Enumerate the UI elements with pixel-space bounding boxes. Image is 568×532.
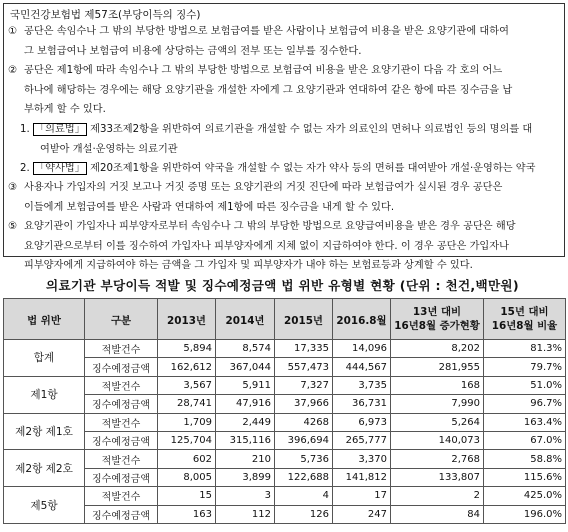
value-cell: 14,096 xyxy=(333,340,391,358)
value-cell: 3,370 xyxy=(333,450,391,468)
table-title: 의료기관 부당이득 적발 및 징수예정금액 법 위반 유형별 현황 (단위 : 천건,백만원) xyxy=(46,278,519,293)
table-row xyxy=(4,340,566,358)
subitem-1-quote: 「의료법」 xyxy=(34,124,85,135)
paragraph-3-line-2: 이들에게 보험급여를 받은 사람과 연대하여 제1항에 따른 징수금을 내게 할 수 있다. xyxy=(24,201,395,213)
header-cell: 2015년 xyxy=(275,299,333,340)
value-cell: 168 xyxy=(391,376,484,394)
value-cell: 2 xyxy=(391,487,484,505)
paragraph-2-line-3: 부하게 할 수 있다. xyxy=(24,104,106,116)
value-cell: 444,567 xyxy=(333,358,391,376)
value-cell: 5,736 xyxy=(275,450,333,468)
law-excerpt-box xyxy=(3,3,565,272)
value-cell: 210 xyxy=(216,450,275,468)
paragraph-1-number: ① xyxy=(8,26,18,37)
paragraph-5-line-2: 요양기관으로부터 이를 징수하여 가입자나 피부양자에게 지체 없이 지급하여야 한다. 이 경우 공단은 가입자나 xyxy=(24,240,509,252)
value-cell: 557,473 xyxy=(275,358,333,376)
table-row xyxy=(4,450,566,468)
header-cell: 구분 xyxy=(85,299,158,340)
violation-category-cell: 제2항 제1호 xyxy=(4,413,85,450)
header-cell: 법 위반 xyxy=(4,299,85,340)
value-cell: 141,812 xyxy=(333,468,391,486)
value-cell: 281,955 xyxy=(391,358,484,376)
value-cell: 28,741 xyxy=(158,395,216,413)
value-cell: 79.7% xyxy=(484,358,566,376)
value-cell: 3,899 xyxy=(216,468,275,486)
subitem-1-line-1: 제33조제2항을 위반하여 의료기관을 개설할 수 없는 자가 의료인의 면허나 의료법인 등의 명의를 대 xyxy=(86,124,533,135)
table-row xyxy=(4,431,566,449)
value-cell: 6,973 xyxy=(333,413,391,431)
paragraph-3 xyxy=(8,178,502,217)
table-header-row xyxy=(4,299,566,340)
subitem-2-line: 제20조제1항을 위반하여 약국을 개설할 수 없는 자가 약사 등의 면허를 대여받아 개설·운영하는 약국 xyxy=(86,163,536,174)
paragraph-1 xyxy=(8,22,509,61)
value-cell: 17 xyxy=(333,487,391,505)
header-cell: 2016.8월 xyxy=(333,299,391,340)
value-cell: 396,694 xyxy=(275,431,333,449)
measure-type-cell: 징수예정금액 xyxy=(85,395,158,413)
value-cell: 96.7% xyxy=(484,395,566,413)
table-row xyxy=(4,487,566,505)
value-cell: 1,709 xyxy=(158,413,216,431)
value-cell: 67.0% xyxy=(484,431,566,449)
measure-type-cell: 적발건수 xyxy=(85,450,158,468)
value-cell: 8,005 xyxy=(158,468,216,486)
law-title: 국민건강보험법 제57조(부당이득의 징수) xyxy=(10,9,201,21)
value-cell: 47,916 xyxy=(216,395,275,413)
value-cell: 84 xyxy=(391,505,484,523)
value-cell: 602 xyxy=(158,450,216,468)
table-row xyxy=(4,395,566,413)
table-row xyxy=(4,505,566,523)
table-row xyxy=(4,376,566,394)
value-cell: 4268 xyxy=(275,413,333,431)
value-cell: 3,735 xyxy=(333,376,391,394)
paragraph-5-line-3: 피부양자에게 지급하여야 하는 금액을 그 가입자 및 피부양자가 내야 하는 보험료등과 상계할 수 있다. xyxy=(24,260,473,272)
paragraph-5-block xyxy=(8,217,516,276)
measure-type-cell: 적발건수 xyxy=(85,340,158,358)
header-cell: 13년 대비 16년8월 증가현황 xyxy=(391,299,484,340)
value-cell: 125,704 xyxy=(158,431,216,449)
paragraph-2-line-2: 하나에 해당하는 경우에는 해당 요양기관을 개설한 자에게 그 요양기관과 연대하여 같은 항에 따른 징수금을 납 xyxy=(24,84,513,96)
value-cell: 5,264 xyxy=(391,413,484,431)
value-cell: 3 xyxy=(216,487,275,505)
value-cell: 126 xyxy=(275,505,333,523)
paragraph-1-line-2: 그 보험급여나 보험급여 비용에 상당하는 금액의 전부 또는 일부를 징수한다. xyxy=(24,45,362,57)
subitem-2-quote: 「약사법」 xyxy=(34,163,85,174)
measure-type-cell: 적발건수 xyxy=(85,487,158,505)
value-cell: 425.0% xyxy=(484,487,566,505)
table-row xyxy=(4,413,566,431)
paragraph-5-number: ⑤ xyxy=(8,221,18,232)
value-cell: 58.8% xyxy=(484,450,566,468)
measure-type-cell: 적발건수 xyxy=(85,376,158,394)
value-cell: 2,449 xyxy=(216,413,275,431)
paragraph-2-line-1: 공단은 제1항에 따라 속임수나 그 밖의 부당한 방법으로 보험급여 비용을 받은 요양기관이 다음 각 호의 어느 xyxy=(24,65,503,76)
paragraph-2 xyxy=(8,61,512,120)
paragraph-5-line-1: 요양기관이 가입자나 피부양자로부터 속임수나 그 밖의 부당한 방법으로 요양급여비용을 받은 경우 공단은 해당 xyxy=(24,221,516,232)
paragraph-3-line-1: 사용자나 가입자의 거짓 보고나 거짓 증명 또는 요양기관의 거짓 진단에 따라 보험급여가 실시된 경우 공단은 xyxy=(24,182,503,193)
value-cell: 163 xyxy=(158,505,216,523)
value-cell: 5,894 xyxy=(158,340,216,358)
value-cell: 15 xyxy=(158,487,216,505)
header-cell: 15년 대비 16년8월 비율 xyxy=(484,299,566,340)
value-cell: 247 xyxy=(333,505,391,523)
measure-type-cell: 적발건수 xyxy=(85,413,158,431)
header-cell: 2013년 xyxy=(158,299,216,340)
value-cell: 17,335 xyxy=(275,340,333,358)
value-cell: 3,567 xyxy=(158,376,216,394)
subitem-1-number: 1. xyxy=(20,124,30,135)
paragraph-2-number: ② xyxy=(8,65,18,76)
table-row xyxy=(4,358,566,376)
value-cell: 367,044 xyxy=(216,358,275,376)
table-body xyxy=(4,340,566,524)
paragraph-3-number: ③ xyxy=(8,182,18,193)
value-cell: 133,807 xyxy=(391,468,484,486)
value-cell: 163.4% xyxy=(484,413,566,431)
value-cell: 8,574 xyxy=(216,340,275,358)
value-cell: 196.0% xyxy=(484,505,566,523)
value-cell: 37,966 xyxy=(275,395,333,413)
violation-category-cell: 제5항 xyxy=(4,487,85,524)
value-cell: 2,768 xyxy=(391,450,484,468)
value-cell: 7,327 xyxy=(275,376,333,394)
table-row xyxy=(4,468,566,486)
value-cell: 140,073 xyxy=(391,431,484,449)
subitem-1 xyxy=(20,120,532,159)
paragraph-1-line-1: 공단은 속임수나 그 밖의 부당한 방법으로 보험급여를 받은 사람이나 보험급여 비용을 받은 요양기관에 대하여 xyxy=(24,26,509,37)
subitem-2 xyxy=(20,159,535,179)
violation-stats-table xyxy=(3,298,566,524)
value-cell: 122,688 xyxy=(275,468,333,486)
violation-category-cell: 제2항 제2호 xyxy=(4,450,85,487)
subitem-1-line-2: 여받아 개설·운영하는 의료기관 xyxy=(40,143,178,155)
value-cell: 36,731 xyxy=(333,395,391,413)
value-cell: 7,990 xyxy=(391,395,484,413)
value-cell: 265,777 xyxy=(333,431,391,449)
value-cell: 8,202 xyxy=(391,340,484,358)
value-cell: 315,116 xyxy=(216,431,275,449)
value-cell: 81.3% xyxy=(484,340,566,358)
measure-type-cell: 징수예정금액 xyxy=(85,468,158,486)
value-cell: 51.0% xyxy=(484,376,566,394)
measure-type-cell: 징수예정금액 xyxy=(85,358,158,376)
value-cell: 162,612 xyxy=(158,358,216,376)
measure-type-cell: 징수예정금액 xyxy=(85,431,158,449)
value-cell: 5,911 xyxy=(216,376,275,394)
subitem-2-number: 2. xyxy=(20,163,30,174)
violation-category-cell: 제1항 xyxy=(4,376,85,413)
value-cell: 115.6% xyxy=(484,468,566,486)
header-cell: 2014년 xyxy=(216,299,275,340)
value-cell: 4 xyxy=(275,487,333,505)
violation-category-cell: 합계 xyxy=(4,340,85,377)
measure-type-cell: 징수예정금액 xyxy=(85,505,158,523)
value-cell: 112 xyxy=(216,505,275,523)
